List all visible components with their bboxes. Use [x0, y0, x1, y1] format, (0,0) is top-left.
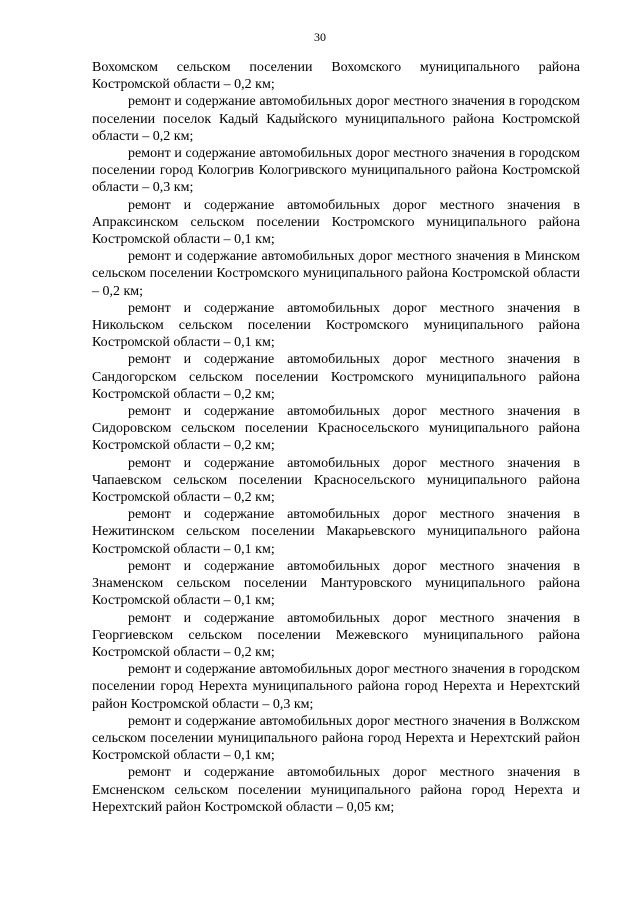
paragraph: ремонт и содержание автомобильных дорог местного значения в Георгиевском сельском поселении Межевского муниципального района Костромской области – 0,2 км; — [92, 610, 580, 660]
paragraph: ремонт и содержание автомобильных дорог местного значения в Сидоровском сельском поселении Красносельского муниципального района Костромской области – 0,2 км; — [92, 404, 580, 454]
paragraph: ремонт и содержание автомобильных дорог местного значения в Никольском сельском поселении Костромского муниципального района Костромской области – 0,1 км; — [92, 300, 580, 351]
document-body — [92, 59, 580, 816]
paragraph: ремонт и содержание автомобильных дорог местного значения в Чапаевском сельском поселении Красносельского муниципального района Костромской области – 0,2 км; — [92, 455, 580, 506]
paragraph: ремонт и содержание автомобильных дорог местного значения в Сандогорском сельском поселении Костромского муниципального района Костромской области – 0,2 км; — [92, 352, 580, 402]
paragraph: ремонт и содержание автомобильных дорог местного значения в городском поселении город Кологрив Кологривского муниципального района Костромской области – 0,3 км; — [92, 146, 580, 196]
paragraph: ремонт и содержание автомобильных дорог местного значения в Нежитинском сельском поселении Макарьевского муниципального района Костромской области – 0,1 км; — [92, 507, 580, 557]
paragraph: ремонт и содержание автомобильных дорог местного значения в Емсненском сельском поселении муниципального района город Нерехта и Нерехтский район Костромской области – 0,05 км; — [92, 765, 580, 815]
paragraph: ремонт и содержание автомобильных дорог местного значения в Апраксинском сельском поселении Костромского муниципального района Костромской области – 0,1 км; — [92, 197, 580, 248]
paragraph: ремонт и содержание автомобильных дорог местного значения в городском поселении поселок Кадый Кадыйского муниципального района Костромской области – 0,2 км; — [92, 94, 580, 144]
paragraph: ремонт и содержание автомобильных дорог местного значения в Знаменском сельском поселении Мантуровского муниципального района Костромской области – 0,1 км; — [92, 558, 580, 609]
paragraph: ремонт и содержание автомобильных дорог местного значения в Минском сельском поселении Костромского муниципального района Костромской области – 0,2 км; — [92, 249, 580, 299]
paragraph: ремонт и содержание автомобильных дорог местного значения в Волжском сельском поселении муниципального района город Нерехта и Нерехтский район Костромской области – 0,1 км; — [92, 713, 580, 764]
paragraph: Вохомском сельском поселении Вохомского муниципального района Костромской области – 0,2 км; — [92, 60, 580, 93]
paragraph: ремонт и содержание автомобильных дорог местного значения в городском поселении город Нерехта муниципального района город Нерехта и Нерехтский район Костромской области – 0,3 км; — [92, 662, 580, 712]
page-number: 30 — [314, 30, 326, 44]
